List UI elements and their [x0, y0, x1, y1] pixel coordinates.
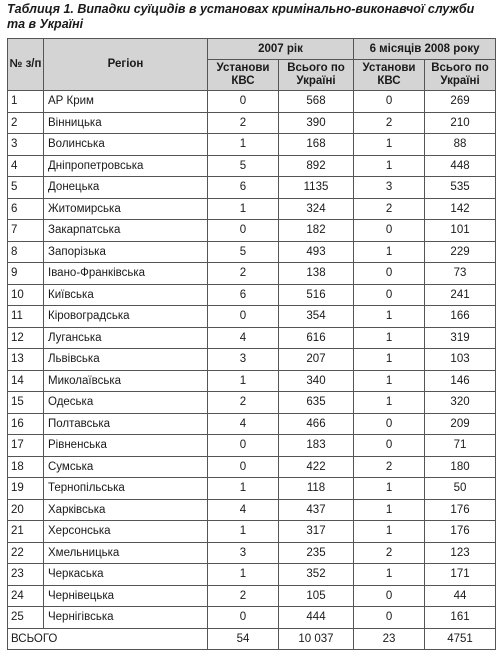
row-kvs-2007: 5	[208, 241, 279, 263]
row-region: Чернівецька	[44, 585, 208, 607]
row-ukraine-2007: 317	[279, 521, 354, 543]
row-ukraine-2007: 354	[279, 306, 354, 328]
row-kvs-2007: 1	[208, 521, 279, 543]
row-ukraine-2008: 73	[425, 263, 496, 285]
row-number: 6	[8, 198, 44, 220]
row-kvs-2007: 3	[208, 349, 279, 371]
row-kvs-2008: 2	[354, 112, 425, 134]
row-region: Дніпропетровська	[44, 155, 208, 177]
header-kvs-2008: Установи КВС	[354, 60, 425, 91]
total-row	[8, 628, 496, 649]
row-number: 11	[8, 306, 44, 328]
row-ukraine-2007: 324	[279, 198, 354, 220]
row-number: 16	[8, 413, 44, 435]
header-ukraine-2007: Всього по Україні	[279, 60, 354, 91]
row-ukraine-2008: 241	[425, 284, 496, 306]
row-region: Херсонська	[44, 521, 208, 543]
row-ukraine-2007: 422	[279, 456, 354, 478]
row-kvs-2008: 0	[354, 284, 425, 306]
row-number: 7	[8, 220, 44, 242]
header-kvs-2007: Установи КВС	[208, 60, 279, 91]
row-kvs-2007: 2	[208, 112, 279, 134]
row-kvs-2008: 2	[354, 198, 425, 220]
row-kvs-2008: 1	[354, 327, 425, 349]
row-kvs-2008: 0	[354, 263, 425, 285]
row-ukraine-2008: 123	[425, 542, 496, 564]
row-ukraine-2008: 176	[425, 521, 496, 543]
header-region: Регіон	[44, 39, 208, 91]
row-region: Київська	[44, 284, 208, 306]
row-kvs-2008: 1	[354, 134, 425, 156]
row-kvs-2007: 1	[208, 564, 279, 586]
row-kvs-2007: 6	[208, 177, 279, 199]
row-region: Миколаївська	[44, 370, 208, 392]
row-kvs-2008: 1	[354, 155, 425, 177]
table-row	[8, 413, 496, 435]
row-region: Закарпатська	[44, 220, 208, 242]
row-kvs-2007: 2	[208, 585, 279, 607]
table-body	[8, 91, 496, 629]
row-region: Волинська	[44, 134, 208, 156]
row-region: Полтавська	[44, 413, 208, 435]
row-kvs-2007: 1	[208, 134, 279, 156]
row-region: Черкаська	[44, 564, 208, 586]
row-ukraine-2008: 88	[425, 134, 496, 156]
row-ukraine-2008: 229	[425, 241, 496, 263]
row-kvs-2008: 1	[354, 392, 425, 414]
row-kvs-2007: 1	[208, 370, 279, 392]
row-number: 1	[8, 91, 44, 113]
row-region: Сумська	[44, 456, 208, 478]
row-kvs-2008: 3	[354, 177, 425, 199]
row-ukraine-2007: 568	[279, 91, 354, 113]
table-row	[8, 263, 496, 285]
table-caption: Таблиця 1. Випадки суїцидів в установах кримінально-виконавчої служби та в Україні	[7, 2, 475, 31]
row-kvs-2007: 5	[208, 155, 279, 177]
row-ukraine-2008: 209	[425, 413, 496, 435]
row-ukraine-2008: 320	[425, 392, 496, 414]
table-row	[8, 134, 496, 156]
row-kvs-2007: 6	[208, 284, 279, 306]
row-kvs-2008: 2	[354, 542, 425, 564]
total-kvs-2008: 23	[354, 628, 425, 649]
row-ukraine-2008: 101	[425, 220, 496, 242]
row-kvs-2008: 1	[354, 370, 425, 392]
total-label: ВСЬОГО	[8, 628, 208, 649]
table-row	[8, 241, 496, 263]
suicide-statistics-table	[7, 38, 496, 650]
row-number: 10	[8, 284, 44, 306]
row-region: Житомирська	[44, 198, 208, 220]
table-row	[8, 456, 496, 478]
row-kvs-2007: 1	[208, 478, 279, 500]
row-ukraine-2008: 448	[425, 155, 496, 177]
row-number: 3	[8, 134, 44, 156]
row-region: Тернопільська	[44, 478, 208, 500]
row-region: Донецька	[44, 177, 208, 199]
row-ukraine-2008: 180	[425, 456, 496, 478]
row-ukraine-2007: 892	[279, 155, 354, 177]
row-region: Кіровоградська	[44, 306, 208, 328]
row-ukraine-2008: 146	[425, 370, 496, 392]
row-ukraine-2008: 535	[425, 177, 496, 199]
row-number: 4	[8, 155, 44, 177]
row-kvs-2007: 0	[208, 306, 279, 328]
row-number: 19	[8, 478, 44, 500]
table-row	[8, 327, 496, 349]
row-number: 12	[8, 327, 44, 349]
table-row	[8, 177, 496, 199]
row-number: 2	[8, 112, 44, 134]
row-ukraine-2007: 207	[279, 349, 354, 371]
row-region: Чернігівська	[44, 607, 208, 629]
row-number: 20	[8, 499, 44, 521]
row-kvs-2008: 0	[354, 585, 425, 607]
row-number: 23	[8, 564, 44, 586]
row-kvs-2008: 0	[354, 607, 425, 629]
row-ukraine-2007: 466	[279, 413, 354, 435]
row-region: Вінницька	[44, 112, 208, 134]
row-number: 25	[8, 607, 44, 629]
row-ukraine-2008: 176	[425, 499, 496, 521]
row-kvs-2008: 1	[354, 521, 425, 543]
total-ukraine-2008: 4751	[425, 628, 496, 649]
table-row	[8, 478, 496, 500]
header-number: № з/п	[8, 39, 44, 91]
row-kvs-2007: 2	[208, 392, 279, 414]
row-ukraine-2008: 166	[425, 306, 496, 328]
row-kvs-2008: 1	[354, 478, 425, 500]
row-kvs-2007: 0	[208, 456, 279, 478]
row-kvs-2007: 4	[208, 499, 279, 521]
row-region: АР Крим	[44, 91, 208, 113]
row-kvs-2007: 0	[208, 607, 279, 629]
row-ukraine-2008: 142	[425, 198, 496, 220]
row-number: 21	[8, 521, 44, 543]
row-kvs-2007: 3	[208, 542, 279, 564]
row-ukraine-2008: 319	[425, 327, 496, 349]
row-kvs-2007: 0	[208, 91, 279, 113]
row-kvs-2007: 4	[208, 327, 279, 349]
row-number: 15	[8, 392, 44, 414]
table-row	[8, 220, 496, 242]
row-ukraine-2008: 210	[425, 112, 496, 134]
row-kvs-2008: 0	[354, 91, 425, 113]
row-region: Запорізька	[44, 241, 208, 263]
row-kvs-2008: 0	[354, 435, 425, 457]
row-ukraine-2007: 235	[279, 542, 354, 564]
table-row	[8, 370, 496, 392]
row-kvs-2007: 0	[208, 435, 279, 457]
row-ukraine-2007: 118	[279, 478, 354, 500]
row-ukraine-2007: 390	[279, 112, 354, 134]
row-kvs-2008: 0	[354, 220, 425, 242]
row-ukraine-2007: 138	[279, 263, 354, 285]
row-ukraine-2007: 635	[279, 392, 354, 414]
total-ukraine-2007: 10 037	[279, 628, 354, 649]
table-row	[8, 155, 496, 177]
header-year-2007: 2007 рік	[208, 39, 354, 60]
row-kvs-2008: 0	[354, 413, 425, 435]
row-ukraine-2008: 71	[425, 435, 496, 457]
row-ukraine-2007: 182	[279, 220, 354, 242]
table-row	[8, 435, 496, 457]
total-kvs-2007: 54	[208, 628, 279, 649]
row-ukraine-2008: 269	[425, 91, 496, 113]
table-row	[8, 306, 496, 328]
row-kvs-2008: 1	[354, 241, 425, 263]
row-ukraine-2008: 44	[425, 585, 496, 607]
row-ukraine-2007: 352	[279, 564, 354, 586]
table-row	[8, 499, 496, 521]
row-region: Харківська	[44, 499, 208, 521]
row-number: 8	[8, 241, 44, 263]
row-number: 9	[8, 263, 44, 285]
row-kvs-2008: 2	[354, 456, 425, 478]
row-number: 24	[8, 585, 44, 607]
row-region: Хмельницька	[44, 542, 208, 564]
row-ukraine-2007: 105	[279, 585, 354, 607]
row-ukraine-2007: 516	[279, 284, 354, 306]
row-number: 5	[8, 177, 44, 199]
table-row	[8, 284, 496, 306]
row-kvs-2007: 2	[208, 263, 279, 285]
table-row	[8, 112, 496, 134]
table-row	[8, 585, 496, 607]
table-row	[8, 564, 496, 586]
row-kvs-2008: 1	[354, 499, 425, 521]
row-kvs-2008: 1	[354, 349, 425, 371]
row-ukraine-2008: 161	[425, 607, 496, 629]
row-number: 18	[8, 456, 44, 478]
row-ukraine-2007: 437	[279, 499, 354, 521]
row-region: Луганська	[44, 327, 208, 349]
table-row	[8, 198, 496, 220]
row-ukraine-2008: 103	[425, 349, 496, 371]
table-row	[8, 521, 496, 543]
row-ukraine-2007: 340	[279, 370, 354, 392]
row-kvs-2007: 0	[208, 220, 279, 242]
row-ukraine-2007: 168	[279, 134, 354, 156]
row-ukraine-2007: 493	[279, 241, 354, 263]
row-number: 13	[8, 349, 44, 371]
row-ukraine-2007: 444	[279, 607, 354, 629]
row-ukraine-2008: 171	[425, 564, 496, 586]
row-region: Одеська	[44, 392, 208, 414]
table-row	[8, 542, 496, 564]
header-ukraine-2008: Всього по Україні	[425, 60, 496, 91]
row-kvs-2007: 1	[208, 198, 279, 220]
table-row	[8, 349, 496, 371]
row-kvs-2008: 1	[354, 564, 425, 586]
row-kvs-2008: 1	[354, 306, 425, 328]
row-number: 17	[8, 435, 44, 457]
row-ukraine-2008: 50	[425, 478, 496, 500]
row-region: Львівська	[44, 349, 208, 371]
row-number: 22	[8, 542, 44, 564]
row-ukraine-2007: 616	[279, 327, 354, 349]
header-half-2008: 6 місяців 2008 року	[354, 39, 496, 60]
row-ukraine-2007: 183	[279, 435, 354, 457]
row-number: 14	[8, 370, 44, 392]
row-region: Івано-Франківська	[44, 263, 208, 285]
table-row	[8, 91, 496, 113]
table-row	[8, 392, 496, 414]
row-region: Рівненська	[44, 435, 208, 457]
row-kvs-2007: 4	[208, 413, 279, 435]
table-row	[8, 607, 496, 629]
row-ukraine-2007: 1135	[279, 177, 354, 199]
